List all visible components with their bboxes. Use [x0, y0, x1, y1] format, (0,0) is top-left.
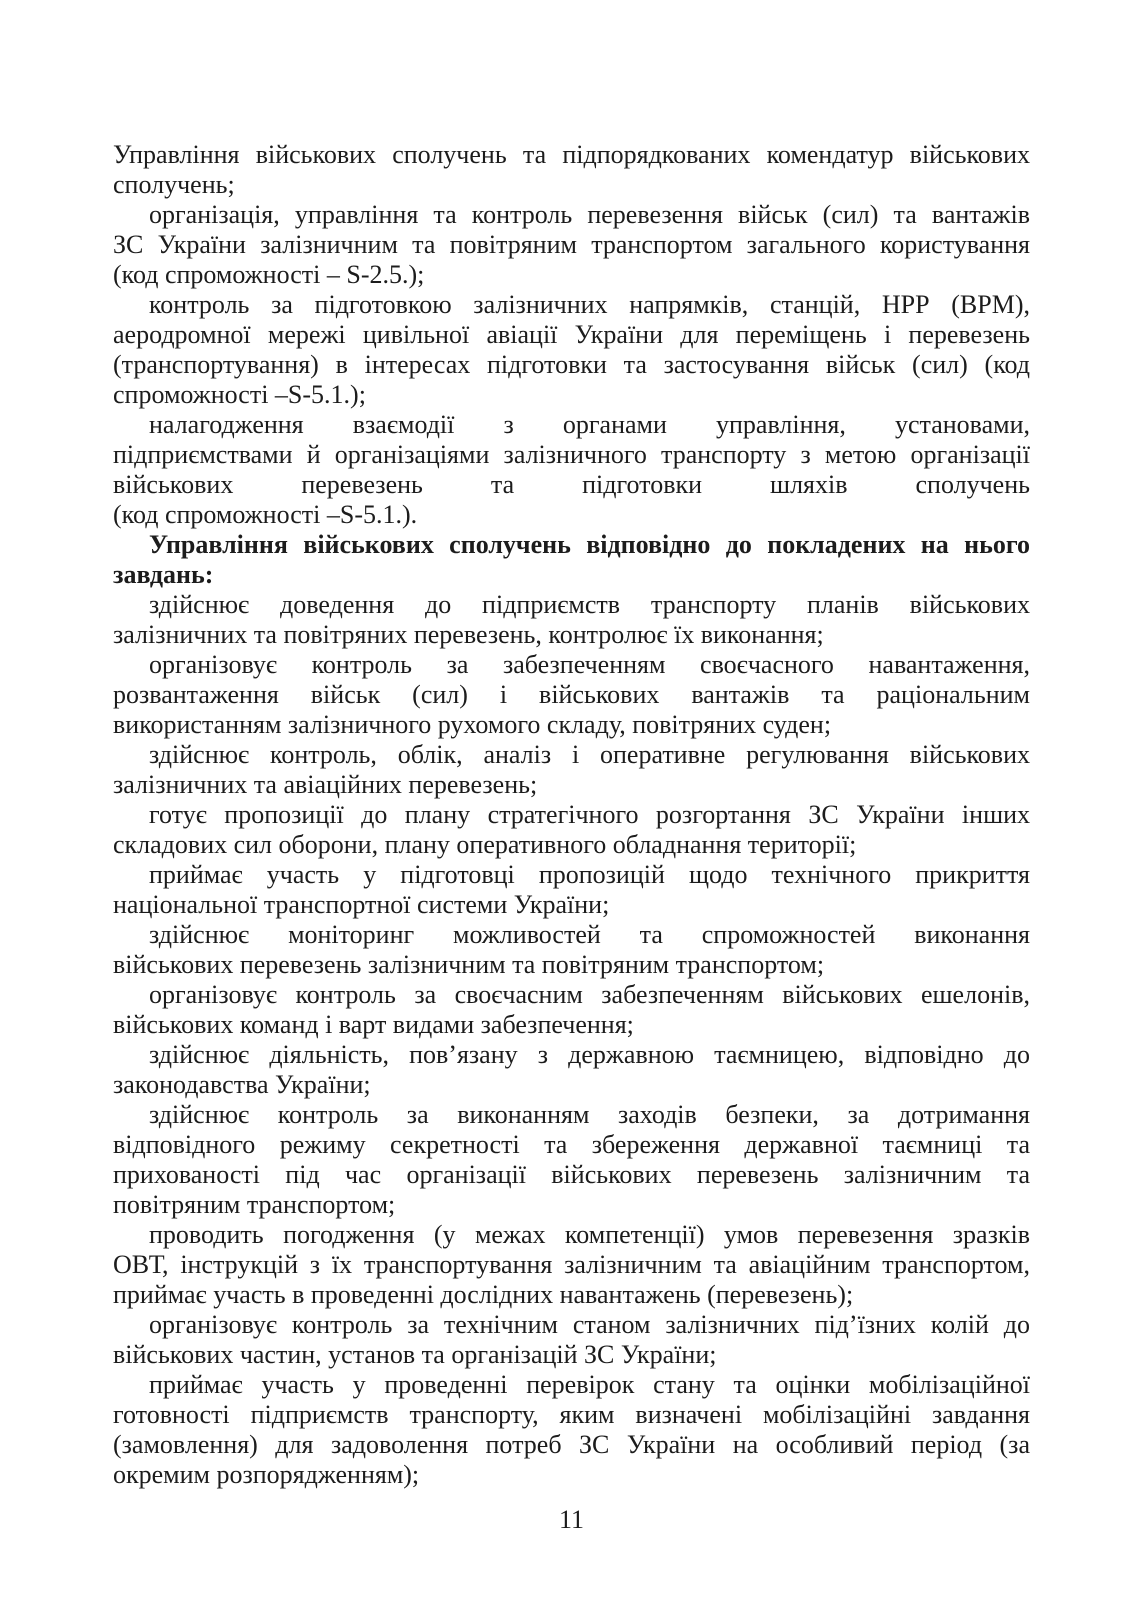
- text-line: спроможності –S-5.1.);: [113, 380, 366, 409]
- text-line: використанням залізничного рухомого складу, повітряних суден;: [113, 710, 832, 739]
- text-line: прихованості під час організації військових перевезень залізничним та: [113, 1160, 1030, 1189]
- text-line: завдань:: [113, 560, 214, 589]
- text-line: розвантаження військ (сил) і військових вантажів та раціональним: [113, 680, 1030, 709]
- text-line: відповідного режиму секретності та збереження державної таємниці та: [113, 1130, 1030, 1159]
- text-line: ОВТ, інструкцій з їх транспортування залізничним та авіаційним транспортом,: [113, 1250, 1030, 1279]
- text-line: проводить погодження (у межах компетенції) умов перевезення зразків: [149, 1220, 1030, 1249]
- text-line: залізничних та авіаційних перевезень;: [113, 770, 538, 799]
- text-line: ЗС України залізничним та повітряним транспортом загального користування: [113, 230, 1030, 259]
- text-line: Управління військових сполучень та підпорядкованих комендатур військових: [113, 140, 1030, 169]
- text-line: аеродромної мережі цивільної авіації України для переміщень і перевезень: [113, 320, 1030, 349]
- text-line: організовує контроль за забезпеченням своєчасного навантаження,: [149, 650, 1030, 679]
- text-line: здійснює діяльність, пов’язану з державною таємницею, відповідно до: [149, 1040, 1030, 1069]
- text-line: приймає участь у підготовці пропозицій щодо технічного прикриття: [149, 860, 1030, 889]
- text-line: організовує контроль за своєчасним забезпеченням військових ешелонів,: [149, 980, 1030, 1009]
- text-line: повітряним транспортом;: [113, 1190, 396, 1219]
- text-line: здійснює доведення до підприємств транспорту планів військових: [149, 590, 1030, 619]
- text-line: законодавства України;: [113, 1070, 371, 1099]
- document-text: [113, 140, 1030, 1490]
- text-line: складових сил оборони, плану оперативного обладнання території;: [113, 830, 857, 859]
- text-line: військових команд і варт видами забезпечення;: [113, 1010, 634, 1039]
- text-line: залізничних та повітряних перевезень, контролює їх виконання;: [113, 620, 824, 649]
- text-line: військових перевезень та підготовки шляхів сполучень: [113, 470, 1030, 499]
- text-line: приймає участь у проведенні перевірок стану та оцінки мобілізаційної: [149, 1370, 1030, 1399]
- text-line: окремим розпорядженням);: [113, 1460, 420, 1489]
- text-line: Управління військових сполучень відповідно до покладених на нього: [149, 530, 1030, 559]
- page-number: 11: [558, 1505, 585, 1534]
- text-line: сполучень;: [113, 170, 235, 199]
- text-line: підприємствами й організаціями залізничного транспорту з метою організації: [113, 440, 1030, 469]
- text-line: військових перевезень залізничним та повітряним транспортом;: [113, 950, 825, 979]
- text-line: національної транспортної системи України;: [113, 890, 610, 919]
- text-line: здійснює контроль за виконанням заходів безпеки, за дотримання: [149, 1100, 1030, 1129]
- text-line: приймає участь в проведенні дослідних навантажень (перевезень);: [113, 1280, 854, 1309]
- text-line: здійснює моніторинг можливостей та спроможностей виконання: [149, 920, 1030, 949]
- text-line: (код спроможності –S-5.1.).: [113, 500, 418, 529]
- text-line: контроль за підготовкою залізничних напрямків, станцій, НРР (ВРМ),: [149, 290, 1030, 319]
- text-line: організовує контроль за технічним станом залізничних під’їзних колій до: [149, 1310, 1030, 1339]
- text-line: готовності підприємств транспорту, яким визначені мобілізаційні завдання: [113, 1400, 1030, 1429]
- text-line: налагодження взаємодії з органами управління, установами,: [149, 410, 1030, 439]
- text-line: військових частин, установ та організацій ЗС України;: [113, 1340, 717, 1369]
- text-line: здійснює контроль, облік, аналіз і оперативне регулювання військових: [149, 740, 1030, 769]
- text-line: (транспортування) в інтересах підготовки та застосування військ (сил) (код: [113, 350, 1030, 379]
- text-line: (замовлення) для задоволення потреб ЗС України на особливий період (за: [113, 1430, 1030, 1459]
- text-line: організація, управління та контроль перевезення військ (сил) та вантажів: [149, 200, 1030, 229]
- text-line: (код спроможності – S-2.5.);: [113, 260, 425, 289]
- text-line: готує пропозиції до плану стратегічного розгортання ЗС України інших: [149, 800, 1030, 829]
